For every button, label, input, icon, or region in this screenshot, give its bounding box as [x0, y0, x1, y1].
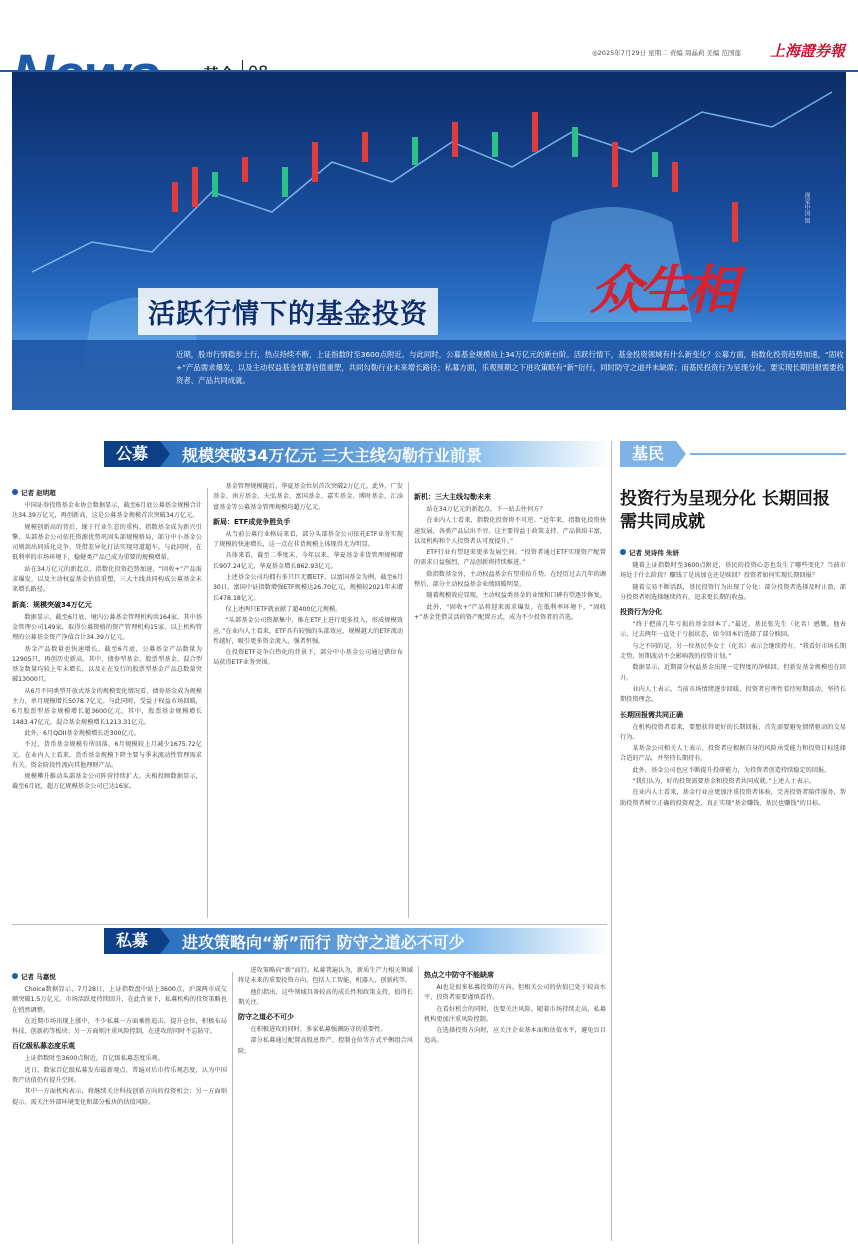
byline: 记者 吴诗伟 朱妍 — [620, 548, 846, 557]
paragraph: “我们认为，好的投资需要基金和投资者共同成就。”上述人士表示。 — [632, 778, 816, 786]
section-divider — [12, 924, 607, 925]
section-band-simu — [104, 928, 609, 954]
paragraph: 随着上证指数时至3600点附近，基民的投资心态也发生了哪些变化？当前市场处于什么阶段？赚钱了是该加仓还是赎回？投资者如何实现长期回报？ — [620, 562, 846, 580]
section-tag: 公募 — [104, 441, 160, 467]
subheading: 防守之道必不可少 — [238, 1013, 294, 1022]
paragraph: 数据显示，近期部分权益基金出现一定程度的净赎回，但新发基金规模也在回升。 — [620, 664, 846, 682]
paragraph: 其中一方面机构表示，将继续关注科技创新方向的投资机会；另一方面则提示，需关注外部环境变化和部分板块的估值风险。 — [12, 1088, 227, 1106]
column-divider — [611, 441, 612, 1241]
paragraph: 在看好机会的同时，也要关注风险。随着市场持续走高，私募机构更加注重风险控制。 — [424, 1005, 606, 1023]
paragraph: 此外，基金公司也应不断提升投研能力，为投资者创造持续稳定的回报。 — [632, 766, 831, 774]
paragraph: 在积极进攻的同时，多家私募强调防守的重要性。 — [250, 1026, 387, 1034]
article-column — [620, 548, 846, 1244]
paragraph: 近日，数家百亿级私募发布最新观点，普遍对后市持乐观态度，认为中国资产估值仍有提升空间。 — [12, 1066, 227, 1085]
paragraph: 除指数基金外，主动权益基金有望重拾升势。在经历过去几年的调整后，部分主动权益基金业绩回暖明显。 — [414, 570, 606, 589]
subheading: 长期回报需共同正确 — [620, 710, 683, 719]
column-divider — [207, 488, 208, 918]
paragraph: 某基金公司相关人士表示，投资者应根据自身的风险承受能力和投资目标选择合适的产品，并坚持长期持有。 — [620, 745, 846, 763]
paragraph: 在近期市场出现上涨中，不少私募一方面乘胜追击，提升仓位，积极布局科技、创新药等板块；另一方面则注重风险控制，在进攻的同时不忘防守。 — [12, 1017, 227, 1036]
art-title: 众生相 — [590, 260, 735, 321]
paragraph: 仅上述两只ETF就贡献了超400亿元规模。 — [225, 605, 342, 613]
section-tag: 私募 — [104, 928, 160, 954]
paragraph: 此外，6月QDII基金规模增长近300亿元。 — [24, 729, 141, 737]
intro-text: 近期，股市行情稳步上行，热点持续不断，上证指数时至3600点附近。与此同时，公募基金规模站上34万亿元的新台阶。活跃行情下，基金投资领域有什么新变化？公募方面，指数化投资趋势加速，“固收+”产品需求爆发，以及主动权益基金显著估值重塑，共同勾勒行业未来增长路径；私募方面，乐观预期之下进攻策略有“新”衍行，同时防守之道并未缺席；而基民投资行为呈现分化，要实现长期回报需要投资者、产品共同成就。 — [176, 350, 845, 385]
paragraph: 上证指数时至3600点附近，百亿级私募态度乐观。 — [24, 1055, 164, 1063]
subheading: 新机：三大主线勾勒未来 — [414, 493, 491, 501]
paragraph: 站在34万亿元的新起点，指数化投资趋势加速，“固收+”产品需求爆发，以及主动权益基金估值重塑，三大主线共同构成公募基金未来增长路径。 — [12, 565, 202, 594]
byline: 记者 赵明超 — [12, 488, 202, 497]
paragraph: Choice数据显示，7月28日，上证指数盘中站上3600点，沪深两市成交额突破1.5万亿元。市场活跃度持续回升，在此背景下，私募机构的投资策略也在悄然调整。 — [12, 986, 227, 1014]
subheading: 新局：ETF成竞争胜负手 — [213, 517, 291, 526]
subheading: 热点之中防守不能缺席 — [424, 971, 494, 979]
article-column — [12, 488, 202, 918]
section-rule — [690, 453, 846, 455]
main-headline: 活跃行情下的基金投资 — [138, 288, 438, 335]
column-divider — [418, 966, 419, 1244]
subheading: 新高：规模突破34万亿元 — [12, 600, 92, 609]
photo-credit: 视觉中国 图 — [803, 192, 810, 224]
column-divider — [408, 482, 409, 918]
byline: 记者 马嘉悦 — [12, 972, 227, 981]
paragraph: 从6月不同类型开放式基金的规模变化情况看，债券基金成为规模主力，单月规模增长5078.7亿元。与此同时，受益于权益市场回暖，6月股票型基金规模增长超3600亿元。其中，股票基金规模增长1483.47亿元，混合基金规模增长1213.31亿元。 — [12, 687, 202, 726]
paragraph: 具体来看，截至二季度末，今年以来，华夏基金非货管理规模增长907.24亿元，华夏基金增长862.93亿元。 — [213, 552, 403, 570]
paragraph: 上述基金公司均拥有多只巨无霸ETF。以富国基金为例，截至6月30日，富国中证指数增强ETF规模达26.70亿元，规模较2021年末增长478.18亿元。 — [213, 574, 403, 602]
paragraph: 数据显示，截至6月底，境内公募基金管理机构共164家，其中基金管理公司149家，取得公募资格的资产管理机构15家。以上机构管理的公募基金资产净值合计34.39万亿元。 — [12, 613, 202, 642]
paragraph: “终于把前几年亏损的基金回本了。”最近，基民张先生（化名）感慨。他表示，过去两年一直处于亏损状态，如今回本后选择了部分赎回。 — [620, 621, 846, 639]
paragraph: 基金产品数量也快速增长。截至6月底，公募基金产品数量为12905只，再创历史新高。其中，债券型基金、股票型基金、混合型基金数量均较上年末增长，以及正在发行的股票型基金产品总数量突破13000只。 — [12, 645, 202, 684]
paragraph: 进攻策略向“新”而行。私募普遍认为，新质生产力相关领域将是未来的重要投资方向，包括人工智能、机器人、创新药等。 — [238, 967, 413, 985]
section-title: 进攻策略向“新”而行 防守之道必不可少 — [182, 933, 465, 952]
paragraph: 规模创新高的背后，缘于行业生态的重构。指数基金成为新兴引擎，头部基金公司依托资源优势巩固头部规模格局，部分中小基金公司则剑出同质化竞争，凭借差异化打法实现弯道超车。与此同时，在低利率的市场环境下，稳健类产品已成为重要的规模增量。 — [12, 523, 202, 562]
paragraph: 中国证券投资基金业协会数据显示，截至6月底公募基金规模合计达34.39万亿元，再创新高，这是公募基金规模首次突破34万亿元。 — [12, 502, 202, 520]
paragraph: 在机构投资者看来，要想获得更好的长期回报，首先需要避免情绪驱动的交易行为。 — [620, 723, 846, 741]
article-column — [213, 482, 403, 918]
paragraph: 在投资ETF竞争白热化的背景下，部分中小基金公司通过错位布局获得ETF业务突围。 — [213, 649, 403, 667]
section-band-gongmu — [104, 441, 609, 467]
dateline: ◎2025年7月29日 星期二 责编 周晶莉 美编 范国莲 — [592, 49, 741, 57]
paragraph: 业内人士表示，当前市场情绪逐步回暖，投资者应理性看待短期波动，坚持长期投资理念。 — [620, 685, 846, 704]
paragraph: 此外，“固收+”产品将迎来需求爆发。在低利率环境下，“固收+”基金凭借灵活的资产配置方式，成为不少投资者的首选。 — [414, 603, 606, 621]
paragraph: 站在34万亿元的新起点，下一站去往何方？ — [426, 506, 546, 513]
article-column — [424, 966, 606, 1244]
paragraph: 部分私募通过配置高股息资产、控制仓位等方式平衡组合风险。 — [238, 1037, 413, 1055]
paragraph: 他们指出，这些领域具备较高的成长性和政策支持，值得长期关注。 — [238, 988, 413, 1006]
paragraph: AI也是很多私募投资的方向。但相关公司的估值已处于较高水平，投资者需要谨慎看待。 — [424, 984, 606, 1002]
article-column — [12, 972, 227, 1244]
section-tag-jimin: 基民 — [620, 441, 676, 467]
paragraph: 在业内人士看来，指数化投资将不可逆。“近年来，指数化投资快速发展，各类产品层出不穷。这主要得益于政策支持、产品供给丰富，以及机构和个人投资者认可度提升。” — [414, 517, 606, 545]
article-column — [414, 488, 606, 918]
paragraph: 基金管理规模随后。华夏基金位居首次突破2万亿元。此外，广发基金、南方基金、天弘基金、富国基金、嘉实基金、博时基金、汇添富基金等公募基金管理规模均超万亿元。 — [213, 483, 403, 511]
newspaper-name: 上海證券報 — [770, 42, 846, 60]
paragraph: 从当前公募行业格局来看，部分头部基金公司依托ETF业务实现了规模的快速增长，这一点在非货规模上体现得尤为明显。 — [213, 530, 403, 549]
column-divider — [232, 972, 233, 1244]
article-column — [238, 966, 413, 1244]
paragraph: 在业内人士看来，基金行业应更加注重投资者体验，完善投资者陪伴服务，帮助投资者树立正确的投资观念，真正实现“基金赚钱、基民也赚钱”的目标。 — [620, 789, 846, 807]
paragraph: 随着规模效应显现，主动权益类基金的业绩和口碑有望逐步修复。 — [426, 592, 606, 600]
paragraph: 不过，货币基金规模有所回落，6月规模较上月减少1675.72亿元。在业内人士看来，货币基金规模下降主要与季末流动性管理需求有关。资金阶段性流向其他理财产品。 — [12, 741, 202, 769]
paragraph: 在选择投资方向时，应关注企业基本面和估值水平，避免盲目追高。 — [424, 1027, 606, 1045]
section-title: 规模突破34万亿元 三大主线勾勒行业前景 — [182, 446, 482, 465]
paragraph: 随着交易不断活跃，基民投资行为出现了分化：部分投资者选择及时止盈，部分投资者则选择继续持有，追求更长期的收益。 — [620, 583, 846, 601]
section-title-jimin: 投资行为呈现分化 长期回报需共同成就 — [620, 489, 830, 532]
paragraph: 与之不同的是，另一位基民李女士（化名）表示会继续持有。“我看好市场长期走势，短期波动不会影响我的投资计划。” — [620, 642, 846, 661]
paragraph: 规模攀升推动头部基金公司阵营持续扩大。天相投顾数据显示，截至6月底，超万亿规模基金公司已达16家。 — [12, 773, 202, 791]
subheading: 投资行为分化 — [620, 608, 662, 617]
paragraph: “头部基金公司资源集中，推在ETF上进行更多投入，形成规模效应。”在业内人士看来，ETF具有较强的头部效应，规模越大的ETF流动性越好，吸引更多资金流入，强者恒强。 — [213, 617, 403, 645]
subheading: 百亿级私募态度乐观 — [12, 1042, 75, 1051]
paragraph: ETF行业有望迎来更多发展空间。“投资者通过ETF实现资产配置的需求日益强烈，产品创新将持续推进。” — [414, 549, 606, 567]
